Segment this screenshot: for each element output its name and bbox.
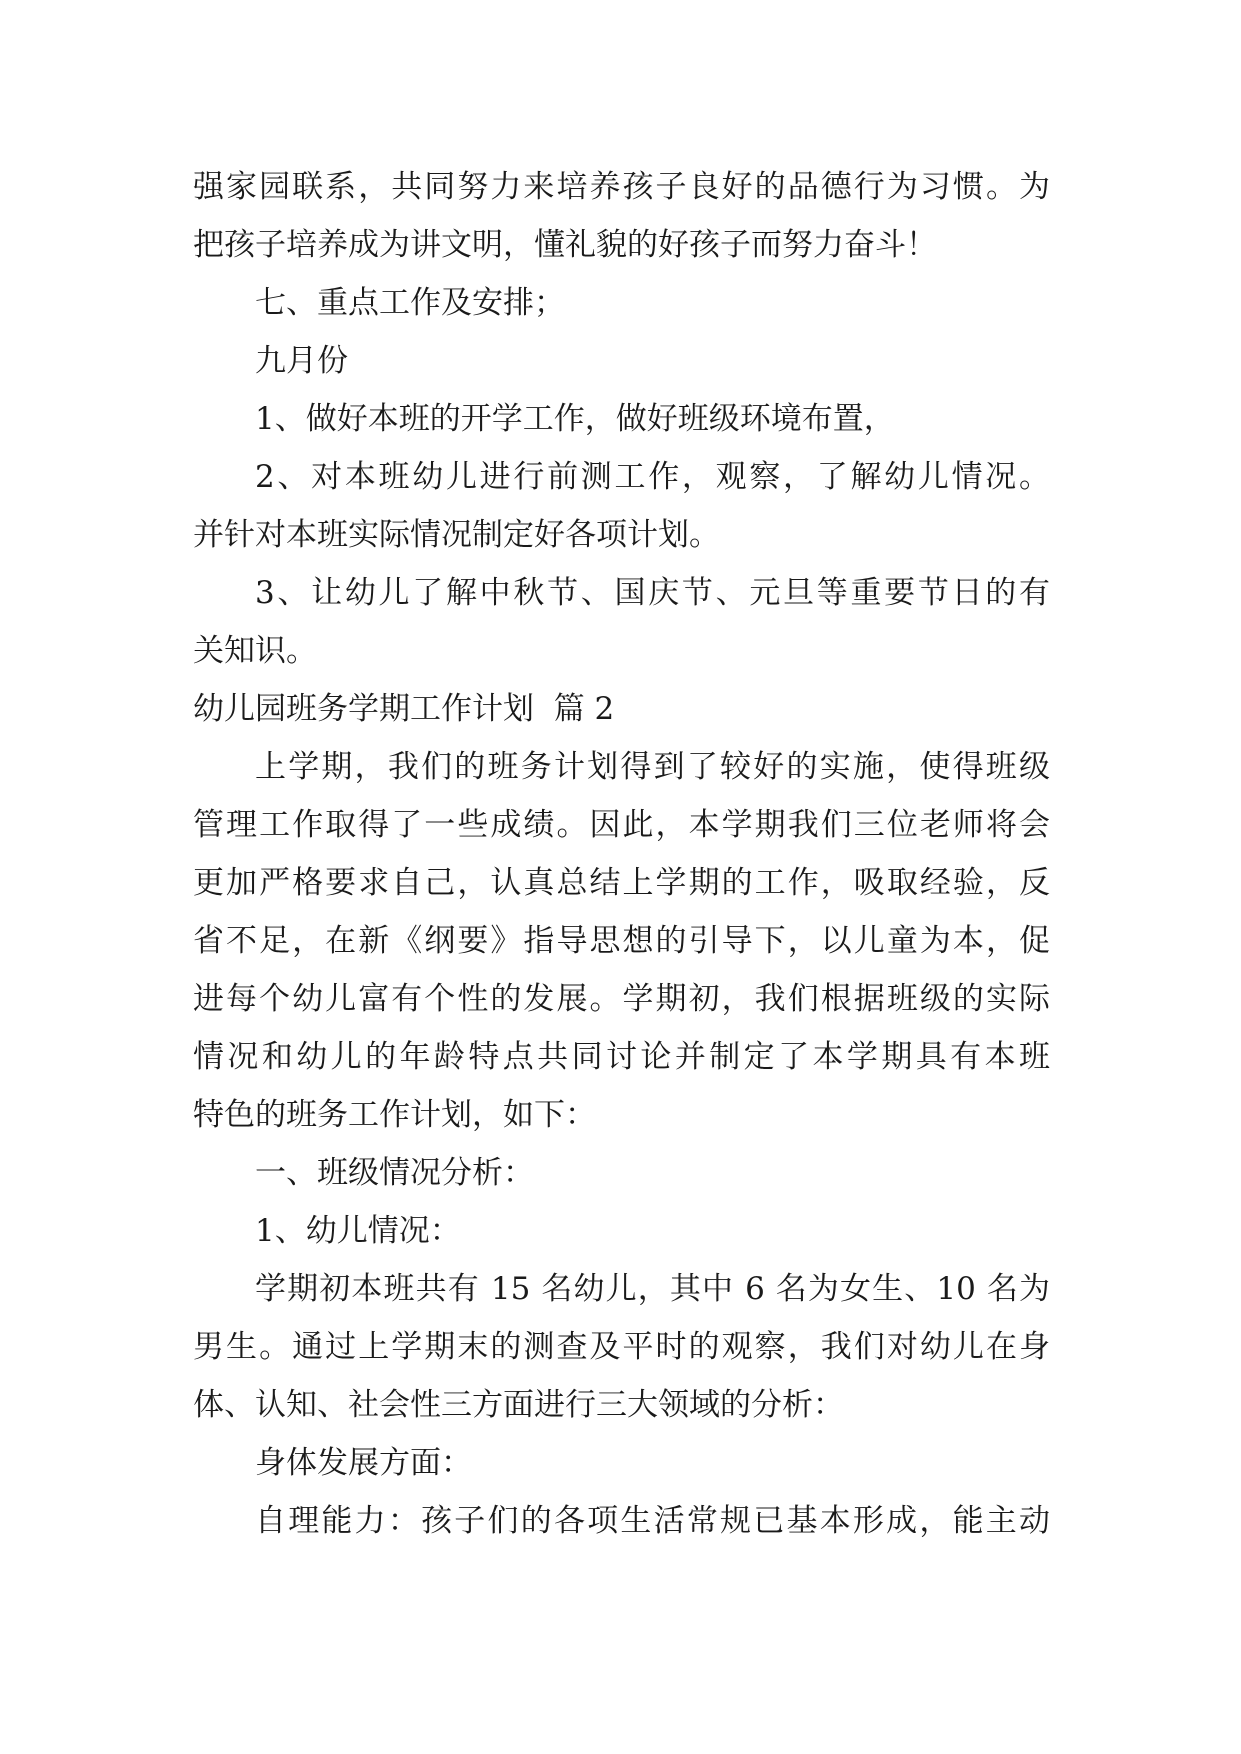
paragraph-line: 情况和幼儿的年龄特点共同讨论并制定了本学期具有本班	[193, 1039, 1050, 1075]
paragraph-line: 强家园联系，共同努力来培养孩子良好的品德行为习惯。为	[193, 169, 1050, 205]
subsection-heading: 身体发展方面：	[255, 1445, 472, 1481]
section-heading: 七、重点工作及安排；	[255, 285, 565, 321]
document-body	[193, 158, 1050, 1550]
paragraph-line: 体、认知、社会性三方面进行三大领域的分析：	[193, 1387, 844, 1423]
paragraph-line: 自理能力：孩子们的各项生活常规已基本形成，能主动	[255, 1503, 1050, 1539]
paragraph-line: 关知识。	[193, 633, 317, 669]
section-heading: 一、班级情况分析：	[255, 1155, 534, 1191]
paragraph-line: 上学期，我们的班务计划得到了较好的实施，使得班级	[255, 749, 1050, 785]
paragraph-line: 更加严格要求自己，认真总结上学期的工作，吸取经验，反	[193, 865, 1050, 901]
list-item: 2、对本班幼儿进行前测工作，观察，了解幼儿情况。	[255, 459, 1050, 495]
document-title: 幼儿园班务学期工作计划 篇 2	[193, 691, 615, 727]
paragraph-line: 把孩子培养成为讲文明，懂礼貌的好孩子而努力奋斗！	[193, 227, 937, 263]
paragraph-line: 省不足，在新《纲要》指导思想的引导下，以儿童为本，促	[193, 923, 1050, 959]
paragraph-line: 管理工作取得了一些成绩。因此，本学期我们三位老师将会	[193, 807, 1050, 843]
paragraph-line: 男生。通过上学期末的测查及平时的观察，我们对幼儿在身	[193, 1329, 1050, 1365]
paragraph-line: 特色的班务工作计划，如下：	[193, 1097, 596, 1133]
list-item: 3、让幼儿了解中秋节、国庆节、元旦等重要节日的有	[255, 575, 1050, 611]
paragraph-line: 进每个幼儿富有个性的发展。学期初，我们根据班级的实际	[193, 981, 1050, 1017]
list-item: 1、做好本班的开学工作，做好班级环境布置，	[255, 401, 895, 437]
paragraph-line: 学期初本班共有 15 名幼儿，其中 6 名为女生、10 名为	[255, 1271, 1050, 1307]
month-heading: 九月份	[255, 343, 348, 379]
subsection-heading: 1、幼儿情况：	[255, 1213, 461, 1249]
paragraph-line: 并针对本班实际情况制定好各项计划。	[193, 517, 720, 553]
